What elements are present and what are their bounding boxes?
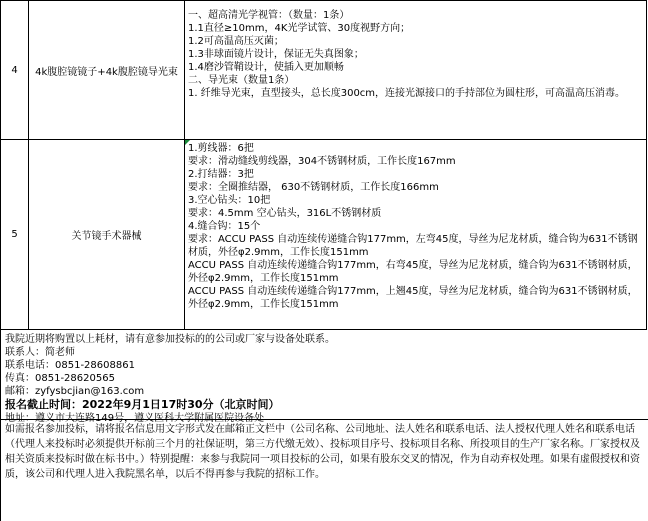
requirement-line: 一、超高清光学视管：（数量：1条） [188, 10, 350, 21]
requirement-line: 要求：4.5mm 空心钻头，316L不锈钢材质 [188, 208, 382, 219]
requirement-line: 要求：全圈推结器， 630不锈钢材质，工作长度166mm [188, 182, 439, 193]
requirement-line: 要求：滑动缝线剪线器，304不锈钢材质，工作长度167mm [188, 156, 456, 167]
contact-fax[interactable]: 传真：0851-28620565 [5, 373, 115, 384]
item-number-cell[interactable]: 5 [1, 140, 29, 330]
requirement-line: 1.4磨沙管鞘设计，使插入更加顺畅 [188, 62, 344, 73]
item-name-cell[interactable]: 关节镜手术器械 [29, 140, 185, 330]
row-divider [1, 419, 648, 420]
address[interactable]: 地址：遵义市大连路149号，遵义医科大学附属医院设备处 [5, 413, 265, 424]
requirement-line: 1. 纤维导光束，直型接头，总长度300cm，连接光源接口的手持部位为圆柱形，可高温高压消毒。 [188, 88, 626, 99]
deadline[interactable]: 报名截止时间：2022年9月1日17时30分（北京时间） [5, 398, 280, 411]
requirement-line: 2.打结器：3把 [188, 169, 254, 180]
requirement-line: 1.3非球面镜片设计，保证无失真图象； [188, 49, 364, 60]
requirement-line: 1.1直径≥10mm，4K光学试管、30度视野方向； [188, 23, 411, 34]
requirement-line: 二、导光束（数量1条） [188, 75, 295, 86]
notice-section [0, 330, 648, 521]
requirement-line: 3.空心钻头：10把 [188, 195, 271, 206]
cell-comment-marker-icon [185, 140, 190, 145]
requirement-line: ACCU PASS 自动连续传递缝合钩177mm，右弯45度，导丝为尼龙材质，缝合钩为631不锈钢材质，外径φ2.9mm，工作长度151mm [188, 260, 638, 284]
table-row [1, 1, 647, 140]
notice-intro[interactable]: 我院近期将购置以上耗材，请有意参加投标的的公司或厂家与设备处联系。 [5, 334, 335, 345]
requirement-line: ACCU PASS 自动连续传递缝合钩177mm，上翘45度，导丝为尼龙材质，缝合钩为631不锈钢材质，外径φ2.9mm，工作长度151mm [188, 286, 638, 310]
requirement-line: 4.缝合钩：15个 [188, 221, 261, 232]
requirement-line: 要求：ACCU PASS 自动连续传递缝合钩177mm，左弯45度，导丝为尼龙材质，缝合钩为631不锈钢材质，外径φ2.9mm，工作长度151mm [188, 234, 638, 258]
requirement-line: 1.剪线器：6把 [188, 143, 254, 154]
application-instructions[interactable]: 如需报名参加投标，请将报名信息用文字形式发在邮箱正文栏中（公司名称、公司地址、法人姓名和联系电话、法人授权代理人姓名和联系电话（代理人来投标时必须提供开标前三个月的社保证明，第三方代缴无效）、投标项目序号、投标项目名称、所投项目的生产厂家名称。厂家授权及相关资质来投标时做在标书中。）特别提醒：来参与我院同一项目投标的公司，如果有股东交叉的情况，作为自动弃权处理。如果有虚假授权和资质，该公司和代理人进入我院黑名单，以后不得再参与我院的招标工作。 [5, 424, 640, 480]
requirement-line: 1.2可高温高压灭菌； [188, 36, 284, 47]
table-row [1, 140, 647, 330]
contact-email[interactable]: 邮箱：zyfysbcjian@163.com [5, 386, 145, 397]
contact-phone[interactable]: 联系电话：0851-28608861 [5, 360, 135, 371]
item-number-cell[interactable]: 4 [1, 1, 29, 140]
item-name-cell[interactable]: 4k腹腔镜镜子+4k腹腔镜导光束 [29, 1, 185, 140]
item-requirements-cell[interactable] [185, 1, 647, 140]
item-requirements-cell[interactable] [185, 140, 647, 330]
contact-person[interactable]: 联系人：简老师 [5, 347, 75, 358]
